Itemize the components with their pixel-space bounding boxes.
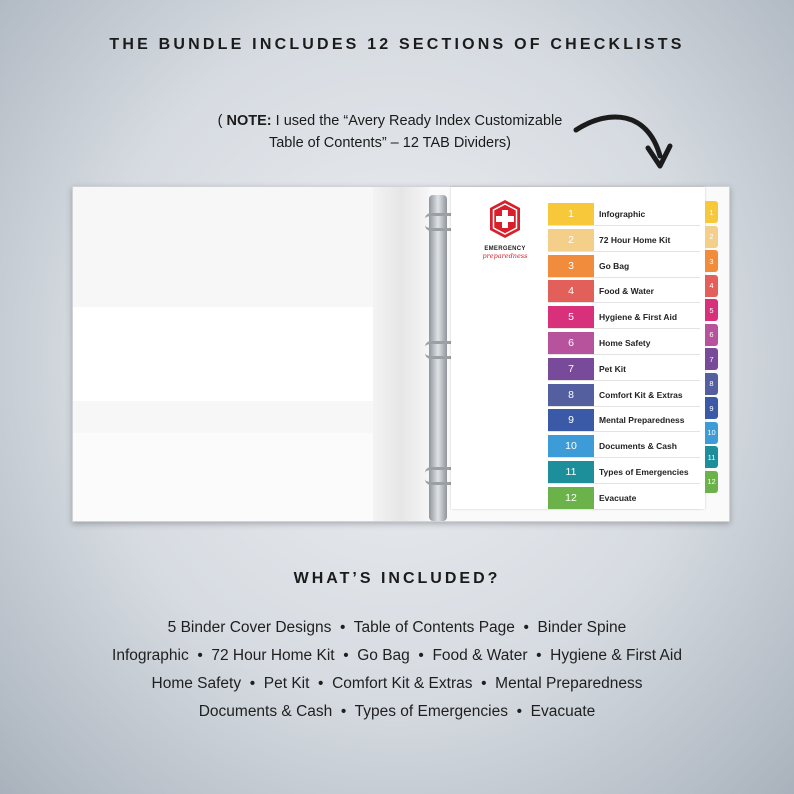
included-item: Hygiene & First Aid <box>550 647 682 664</box>
toc-section-number: 6 <box>548 332 594 354</box>
toc-section-number: 8 <box>548 384 594 406</box>
note-text-2: Table of Contents” – 12 TAB Dividers) <box>268 135 512 151</box>
toc-section-label: 72 Hour Home Kit <box>594 229 700 251</box>
note-text-1: I used the “Avery Ready Index Customizable <box>271 113 563 129</box>
included-line <box>0 642 794 670</box>
included-item: Mental Preparedness <box>495 675 643 692</box>
toc-row <box>548 435 700 458</box>
included-item: Evacuate <box>530 703 596 720</box>
logo-word-preparedness: preparedness <box>482 252 528 260</box>
emergency-logo <box>477 199 533 260</box>
binder-spine <box>373 187 429 521</box>
toc-section-label: Go Bag <box>594 255 700 277</box>
toc-section-number: 11 <box>548 461 594 483</box>
note-open: ( <box>217 113 227 129</box>
bullet-separator: • <box>332 703 355 720</box>
toc-row <box>548 409 700 432</box>
included-item: Comfort Kit & Extras <box>332 675 473 692</box>
bullet-separator: • <box>188 647 212 664</box>
table-of-contents-page <box>451 187 705 509</box>
included-line <box>0 698 794 726</box>
toc-section-label: Infographic <box>594 203 700 225</box>
bullet-separator: • <box>472 675 496 692</box>
included-item: Types of Emergencies <box>354 703 508 720</box>
toc-row <box>548 306 700 329</box>
logo-word-emergency: EMERGENCY <box>484 246 526 252</box>
divider-tab: 9 <box>705 397 718 419</box>
bullet-separator: • <box>409 647 433 664</box>
first-aid-cross-icon <box>485 199 525 239</box>
divider-tab: 1 <box>705 201 718 223</box>
toc-row <box>548 487 700 510</box>
included-item: Binder Spine <box>537 619 627 636</box>
toc-section-number: 3 <box>548 255 594 277</box>
divider-tab: 8 <box>705 373 718 395</box>
headline: THE BUNDLE INCLUDES 12 SECTIONS OF CHECKLISTS <box>109 36 685 53</box>
toc-section-number: 9 <box>548 409 594 431</box>
toc-row <box>548 255 700 278</box>
included-list <box>0 614 794 726</box>
toc-section-label: Types of Emergencies <box>594 461 700 483</box>
curved-arrow-icon <box>570 108 680 172</box>
divider-tab: 12 <box>705 471 718 493</box>
toc-section-label: Home Safety <box>594 332 700 354</box>
divider-tab: 2 <box>705 226 718 248</box>
toc-row <box>548 384 700 407</box>
toc-section-label: Hygiene & First Aid <box>594 306 700 328</box>
toc-section-number: 5 <box>548 306 594 328</box>
toc-section-label: Documents & Cash <box>594 435 700 457</box>
toc-row <box>548 461 700 484</box>
bullet-separator: • <box>331 619 354 636</box>
included-line <box>0 670 794 698</box>
included-item: Documents & Cash <box>198 703 333 720</box>
included-item: Pet Kit <box>263 675 310 692</box>
bullet-separator: • <box>241 675 264 692</box>
toc-section-label: Food & Water <box>594 280 700 302</box>
toc-row <box>548 332 700 355</box>
note-bold: NOTE: <box>226 113 272 129</box>
divider-tab: 3 <box>705 250 718 272</box>
included-item: Home Safety <box>151 675 242 692</box>
divider-tab: 11 <box>705 446 718 468</box>
toc-section-label: Evacuate <box>594 487 700 509</box>
included-item: Food & Water <box>432 647 528 664</box>
whats-included-heading: WHAT’S INCLUDED? <box>293 570 501 587</box>
toc-section-number: 4 <box>548 280 594 302</box>
toc-row <box>548 203 700 226</box>
toc-row <box>548 358 700 381</box>
bullet-separator: • <box>309 675 333 692</box>
divider-tab: 7 <box>705 348 718 370</box>
bullet-separator: • <box>514 619 538 636</box>
toc-section-number: 7 <box>548 358 594 380</box>
included-line <box>0 614 794 642</box>
toc-section-label: Mental Preparedness <box>594 409 700 431</box>
toc-section-number: 10 <box>548 435 594 457</box>
toc-section-number: 12 <box>548 487 594 509</box>
bullet-separator: • <box>334 647 358 664</box>
bullet-separator: • <box>507 703 531 720</box>
included-item: Go Bag <box>357 647 410 664</box>
toc-section-label: Pet Kit <box>594 358 700 380</box>
divider-tab: 10 <box>705 422 718 444</box>
divider-tab: 5 <box>705 299 718 321</box>
toc-row <box>548 229 700 252</box>
toc-section-label: Comfort Kit & Extras <box>594 384 700 406</box>
included-item: 72 Hour Home Kit <box>211 647 335 664</box>
bullet-separator: • <box>527 647 551 664</box>
toc-section-number: 2 <box>548 229 594 251</box>
included-item: Infographic <box>112 647 189 664</box>
divider-tab: 4 <box>705 275 718 297</box>
binder <box>72 186 730 522</box>
included-item: 5 Binder Cover Designs <box>167 619 332 636</box>
note <box>200 110 580 154</box>
toc-section-number: 1 <box>548 203 594 225</box>
toc-row <box>548 280 700 303</box>
divider-tab: 6 <box>705 324 718 346</box>
included-item: Table of Contents Page <box>353 619 515 636</box>
